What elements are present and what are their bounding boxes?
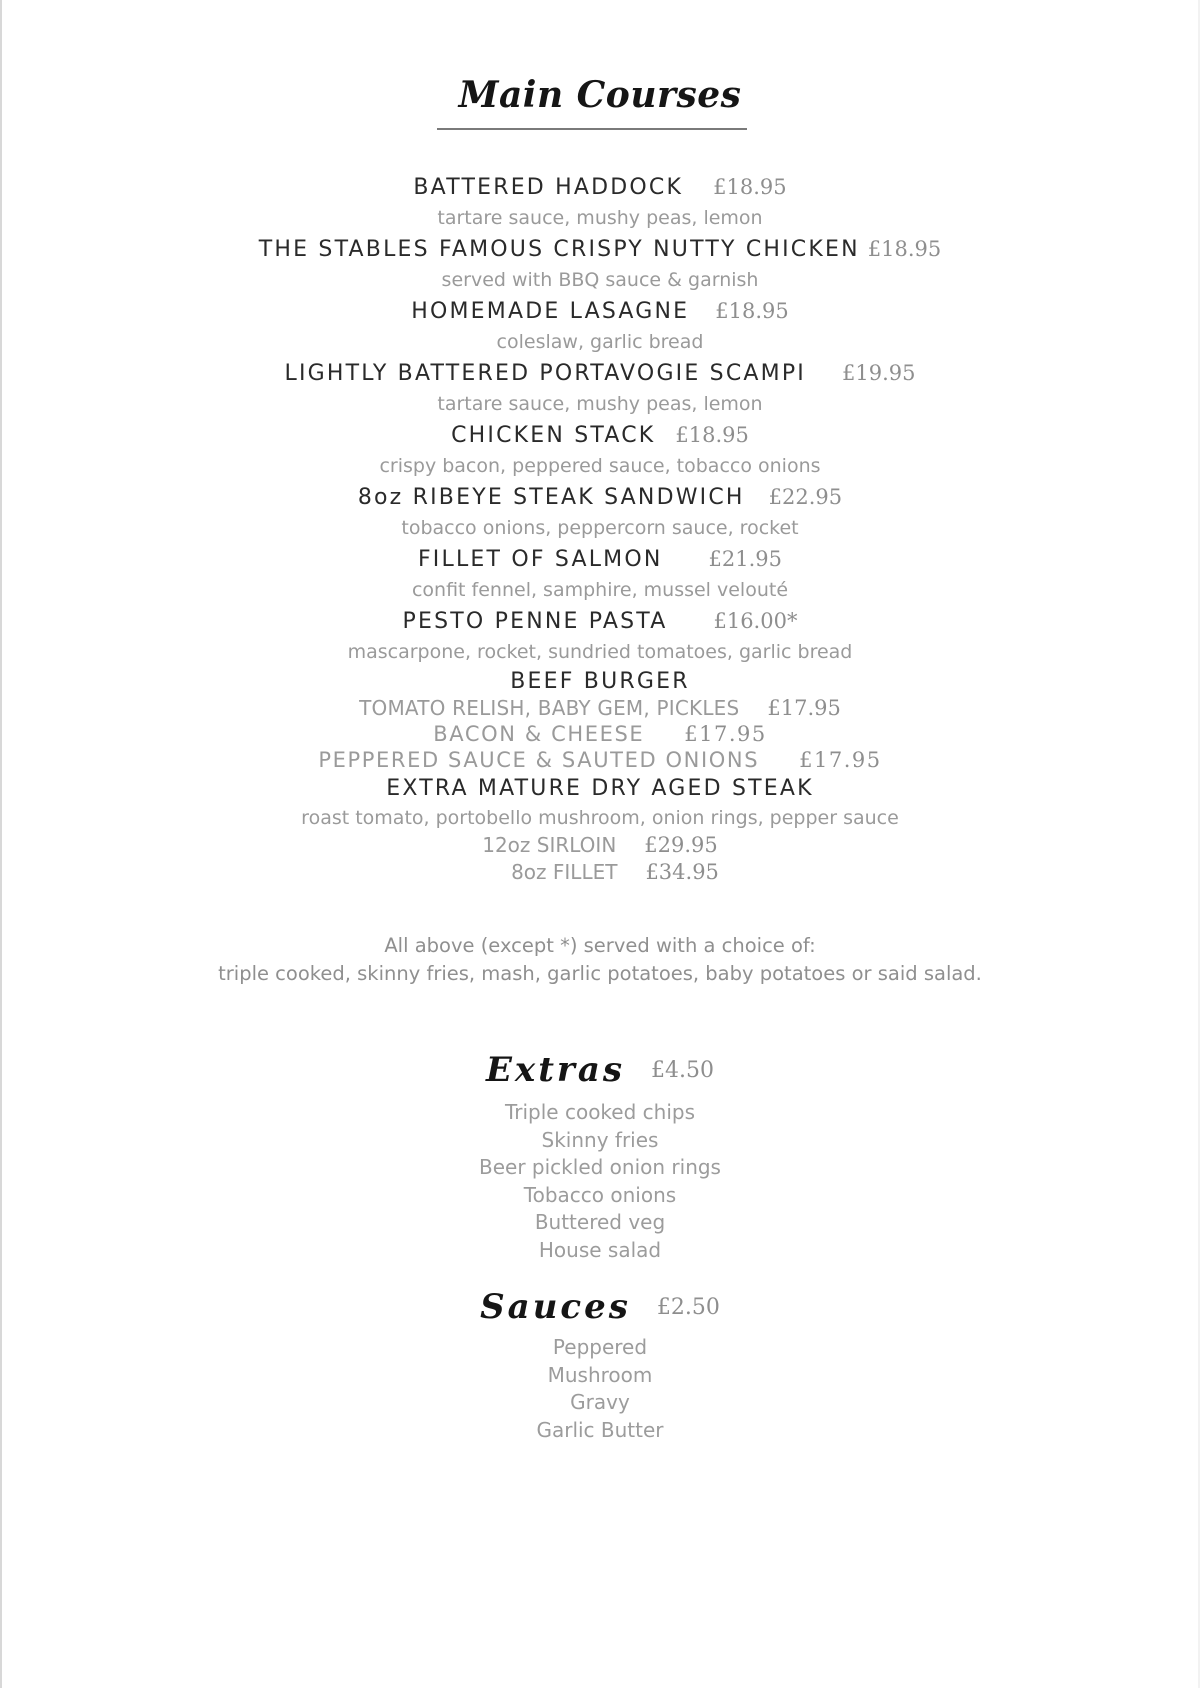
sauces-item: Garlic Butter (536, 1417, 664, 1442)
dish-description: tartare sauce, mushy peas, lemon (437, 393, 763, 415)
dish-price: £18.95 (713, 175, 787, 199)
dish-name: CHICKEN STACK (451, 423, 656, 448)
extras-title: Extras (486, 1050, 625, 1090)
extras-item: Buttered veg (534, 1210, 666, 1234)
sides-note (0, 932, 1200, 988)
title-underline (437, 128, 747, 130)
dish-name: 8oz RIBEYE STEAK SANDWICH (357, 485, 745, 510)
extras-item: Beer pickled onion rings (479, 1155, 721, 1179)
note-line-2: triple cooked, skinny fries, mash, garlic potatoes, baby potatoes or said salad. (218, 962, 982, 985)
dish-name: BEEF BURGER (510, 669, 690, 694)
dish-description: confit fennel, samphire, mussel velouté (411, 579, 789, 601)
extras-item: Triple cooked chips (504, 1100, 695, 1124)
main-courses-list (0, 172, 1200, 886)
dish-price: £18.95 (867, 237, 942, 261)
sauces-item: Peppered (552, 1335, 648, 1359)
sauces-item: Mushroom (547, 1362, 653, 1387)
sauces-price: £2.50 (656, 1295, 720, 1320)
dish-name: HOMEMADE LASAGNE (411, 299, 690, 324)
menu-item-steak (0, 773, 1200, 886)
burger-option: PEPPERED SAUCE & SAUTED ONIONS (318, 748, 760, 772)
burger-option-price: £17.95 (767, 696, 841, 720)
dish-price: £18.95 (715, 299, 789, 323)
dish-description: crispy bacon, peppered sauce, tobacco onions (379, 455, 821, 477)
dish-description: roast tomato, portobello mushroom, onion rings, pepper sauce (301, 807, 899, 829)
dish-price: £19.95 (841, 361, 916, 385)
steak-cut-price: £29.95 (644, 833, 718, 857)
extras-item: House salad (538, 1237, 662, 1262)
menu-item (0, 482, 1200, 544)
dish-description: tobacco onions, peppercorn sauce, rocket (401, 517, 799, 539)
dish-price: £18.95 (675, 423, 749, 447)
note-line-1: All above (except *) served with a choice of: (384, 934, 816, 957)
extras-item: Tobacco onions (523, 1182, 677, 1207)
burger-option-price: £17.95 (799, 748, 882, 772)
dish-name: BATTERED HADDOCK (413, 175, 684, 200)
dish-description: coleslaw, garlic bread (496, 331, 704, 353)
burger-option: TOMATO RELISH, BABY GEM, PICKLES (359, 696, 740, 720)
dish-price: £21.95 (708, 547, 783, 571)
steak-cut: 12oz SIRLOIN (482, 833, 617, 857)
dish-name: EXTRA MATURE DRY AGED STEAK (386, 776, 814, 801)
dish-name: LIGHTLY BATTERED PORTAVOGIE SCAMPI (284, 361, 806, 386)
dish-description: served with BBQ sauce & garnish (441, 269, 759, 291)
burger-option: BACON & CHEESE (433, 722, 645, 746)
extras-item: Skinny fries (541, 1127, 659, 1152)
sauces-item: Gravy (570, 1390, 630, 1414)
menu-item (0, 172, 1200, 234)
menu-item (0, 544, 1200, 606)
sauces-heading (0, 1287, 1200, 1327)
dish-description: tartare sauce, mushy peas, lemon (437, 207, 763, 229)
extras-list (0, 1099, 1200, 1264)
menu-item (0, 420, 1200, 482)
dish-name: PESTO PENNE PASTA (402, 609, 668, 634)
sauces-title: Sauces (480, 1287, 631, 1327)
steak-cut: 8oz FILLET (511, 860, 618, 884)
menu-item (0, 234, 1200, 296)
menu-item (0, 296, 1200, 358)
menu-item (0, 358, 1200, 420)
dish-description: mascarpone, rocket, sundried tomatoes, garlic bread (347, 641, 853, 663)
sauces-list (0, 1334, 1200, 1444)
dish-name: THE STABLES FAMOUS CRISPY NUTTY CHICKEN (258, 237, 860, 262)
extras-price: £4.50 (651, 1058, 714, 1083)
dish-name: FILLET OF SALMON (417, 547, 663, 572)
page-title: Main Courses (458, 74, 742, 116)
dish-price: £22.95 (768, 485, 843, 509)
menu-item (0, 606, 1200, 668)
steak-cut-price: £34.95 (645, 860, 719, 884)
extras-heading (0, 1050, 1200, 1090)
burger-option-price: £17.95 (684, 722, 767, 746)
menu-item-burger (0, 668, 1200, 773)
dish-price: £16.00* (713, 609, 798, 633)
